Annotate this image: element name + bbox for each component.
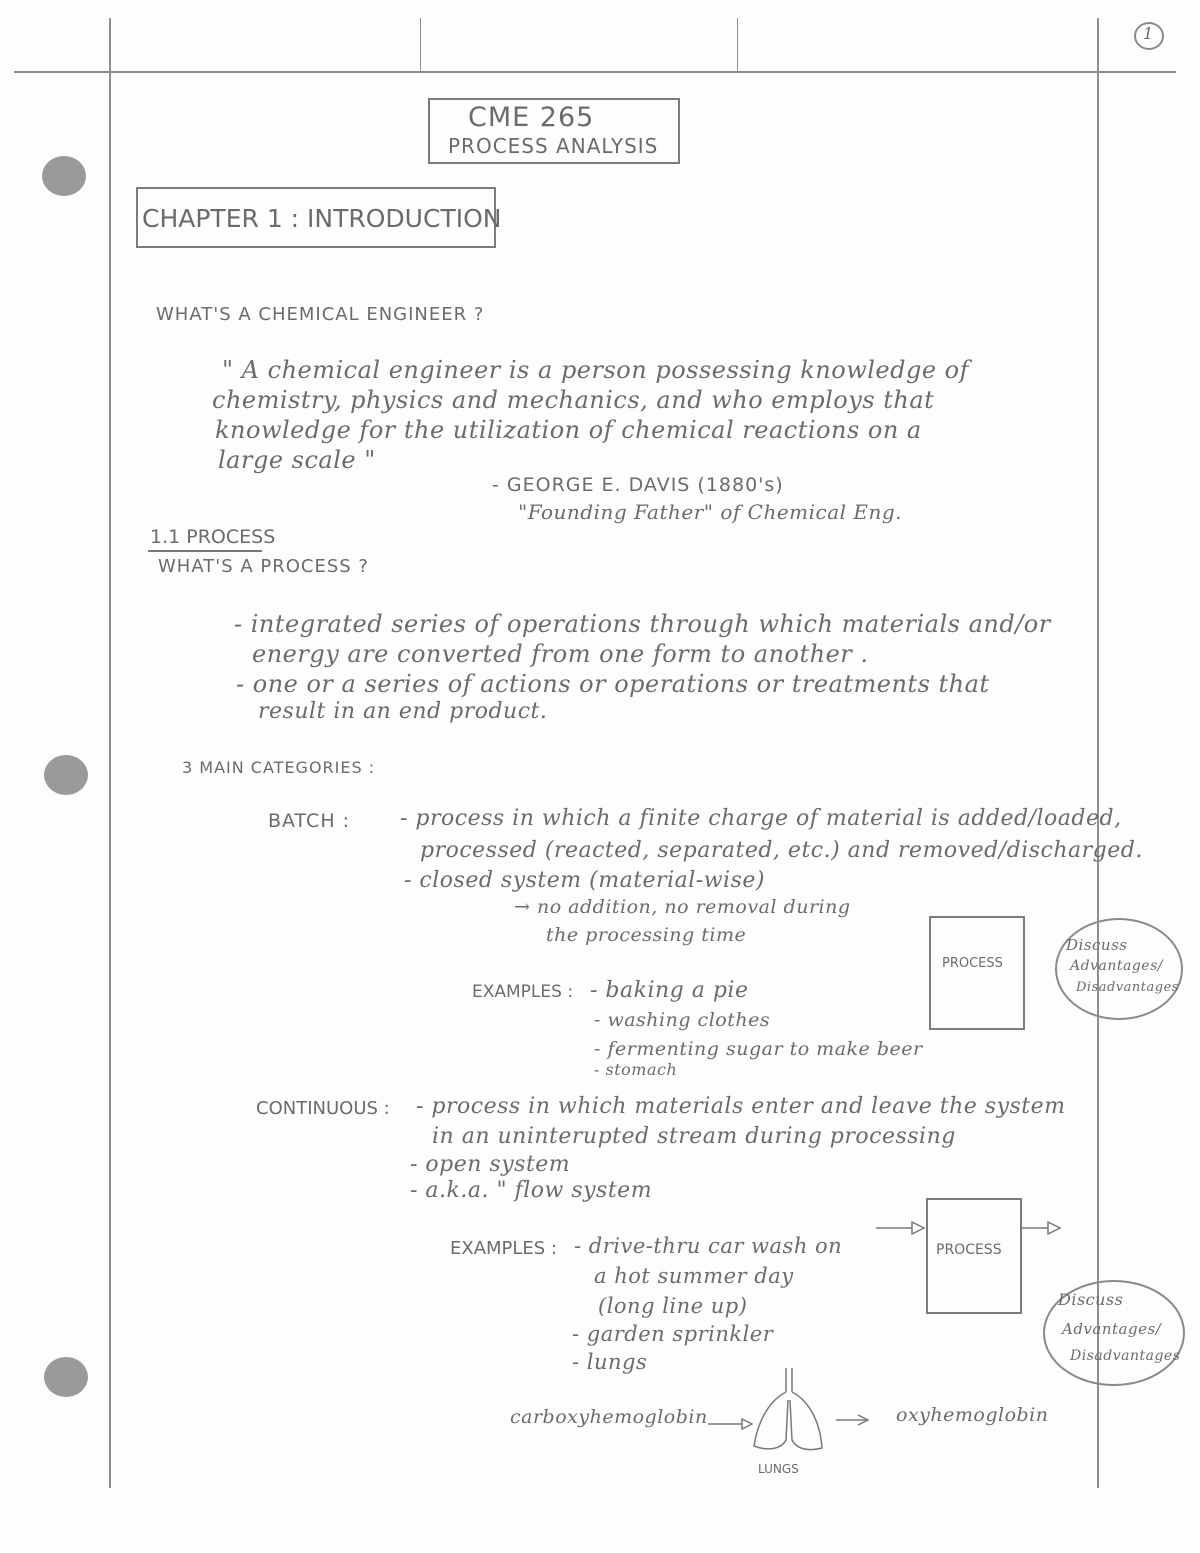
batch-label: BATCH : xyxy=(268,810,351,832)
continuous-note-line: Advantages/ xyxy=(1062,1320,1162,1338)
process-definition-line: - integrated series of operations through which materials and/or xyxy=(234,610,1051,638)
process-definition-line: - one or a series of actions or operations or treatments that xyxy=(236,670,990,698)
batch-example: - fermenting sugar to make beer xyxy=(594,1038,923,1060)
question-process: WHAT'S A PROCESS ? xyxy=(158,556,369,577)
categories-heading: 3 MAIN CATEGORIES : xyxy=(182,758,376,777)
quote-line: " A chemical engineer is a person possessing knowledge of xyxy=(222,356,969,384)
continuous-line: in an uninterupted stream during processing xyxy=(432,1124,956,1149)
batch-example: - stomach xyxy=(594,1060,678,1079)
batch-example: - baking a pie xyxy=(590,978,749,1003)
continuous-label: CONTINUOUS : xyxy=(256,1098,390,1119)
continuous-line: - open system xyxy=(410,1152,571,1177)
batch-note-line: Advantages/ xyxy=(1070,958,1163,974)
quote-line: large scale " xyxy=(218,446,376,474)
continuous-note-line: Discuss xyxy=(1058,1290,1124,1309)
batch-line: the processing time xyxy=(546,924,747,946)
lungs-input-label: carboxyhemoglobin xyxy=(510,1406,708,1428)
quote-line: chemistry, physics and mechanics, and who employs that xyxy=(212,386,935,414)
batch-example: - washing clothes xyxy=(594,1009,771,1031)
continuous-line: - a.k.a. " flow system xyxy=(410,1178,653,1203)
continuous-examples-label: EXAMPLES : xyxy=(450,1238,558,1259)
batch-process-box-label: PROCESS xyxy=(942,956,1003,971)
batch-note-line: Discuss xyxy=(1066,936,1128,954)
continuous-example: - drive-thru car wash on xyxy=(574,1234,843,1258)
process-definition-line: energy are converted from one form to another . xyxy=(252,640,869,668)
lungs-label: LUNGS xyxy=(758,1462,799,1476)
batch-line: - process in which a finite charge of material is added/loaded, xyxy=(400,806,1122,831)
quote-attribution: - GEORGE E. DAVIS (1880's) xyxy=(492,474,784,496)
batch-line: - closed system (material-wise) xyxy=(404,868,765,893)
quote-line: knowledge for the utilization of chemical reactions on a xyxy=(215,416,922,444)
process-definition-line: result in an end product. xyxy=(258,699,548,724)
batch-line: processed (reacted, separated, etc.) and removed/discharged. xyxy=(420,838,1143,863)
batch-examples-label: EXAMPLES : xyxy=(472,982,574,1002)
continuous-example: - lungs xyxy=(572,1350,648,1374)
continuous-line: - process in which materials enter and leave the system xyxy=(416,1094,1066,1119)
continuous-example: a hot summer day xyxy=(594,1264,794,1288)
course-title: PROCESS ANALYSIS xyxy=(448,134,659,158)
batch-note-line: Disadvantages xyxy=(1076,980,1179,995)
question-chemical-engineer: WHAT'S A CHEMICAL ENGINEER ? xyxy=(156,304,485,325)
continuous-process-box-label: PROCESS xyxy=(936,1242,1002,1258)
lungs-output-label: oxyhemoglobin xyxy=(896,1404,1049,1426)
continuous-example: (long line up) xyxy=(598,1294,748,1318)
continuous-note-line: Disadvantages xyxy=(1070,1348,1181,1364)
chapter-title: CHAPTER 1 : INTRODUCTION xyxy=(142,204,502,233)
page-number: 1 xyxy=(1143,24,1154,43)
course-code: CME 265 xyxy=(468,102,595,133)
batch-line: → no addition, no removal during xyxy=(514,896,851,918)
section-heading: 1.1 PROCESS xyxy=(150,526,276,548)
continuous-example: - garden sprinkler xyxy=(572,1322,774,1346)
quote-attribution-title: "Founding Father" of Chemical Eng. xyxy=(518,500,903,524)
